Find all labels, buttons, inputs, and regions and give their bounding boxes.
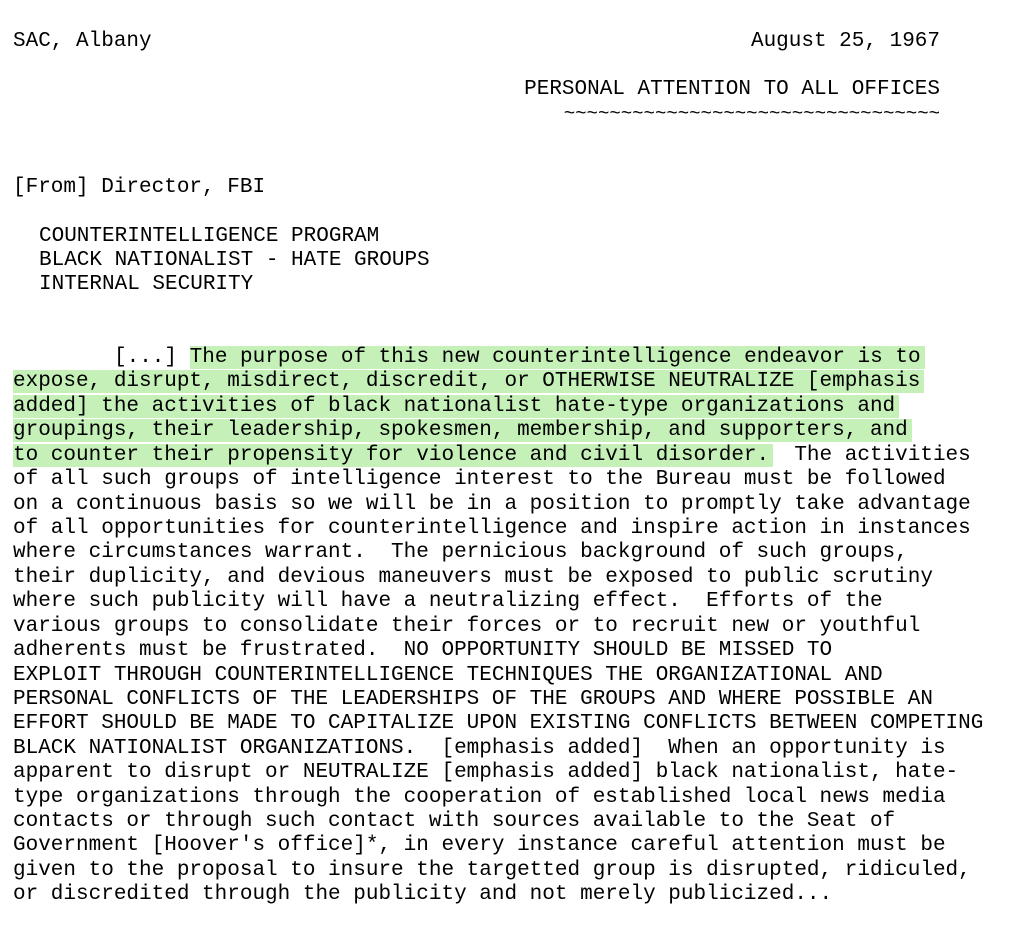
body-line: adherents must be frustrated. NO OPPORTUNITY SHOULD BE MISSED TO [13, 639, 833, 662]
body-line: EXPLOIT THROUGH COUNTERINTELLIGENCE TECHNIQUES THE ORGANIZATIONAL AND [13, 664, 883, 687]
body-line: on a continuous basis so we will be in a position to promptly take advantage [13, 493, 971, 516]
body-line: contacts or through such contact with sources available to the Seat of [13, 810, 896, 833]
highlighted-text: to counter their propensity for violence and civil disorder. [13, 444, 773, 467]
body-line: given to the proposal to insure the targetted group is disrupted, ridiculed, [13, 859, 971, 882]
body-line-5 [13, 444, 971, 468]
body-text: The activities [769, 444, 971, 467]
highlighted-text: added] the activities of black nationalist hate-type organizations and [13, 395, 899, 418]
memo-recipient: SAC, Albany [13, 30, 152, 53]
body-line: EFFORT SHOULD BE MADE TO CAPITALIZE UPON EXISTING CONFLICTS BETWEEN COMPETING [13, 712, 984, 735]
body-line: BLACK NATIONALIST ORGANIZATIONS. [emphasis added] When an opportunity is [13, 737, 946, 760]
highlighted-text: groupings, their leadership, spokesmen, membership, and supporters, and [13, 419, 912, 442]
body-line: of all such groups of intelligence interest to the Bureau must be followed [13, 468, 946, 491]
body-line-3 [13, 395, 895, 419]
memo-sender: [From] Director, FBI [13, 176, 266, 199]
subject-line-3: INTERNAL SECURITY [39, 273, 254, 296]
highlighted-text: expose, disrupt, misdirect, discredit, or OTHERWISE NEUTRALIZE [emphasis [13, 370, 924, 393]
attention-underline: ~~~~~~~~~~~~~~~~~~~~~~~~~~~~~~~~~ [563, 103, 940, 125]
body-line: where circumstances warrant. The pernicious background of such groups, [13, 541, 908, 564]
ellipsis-marker: [...] [114, 346, 178, 369]
highlighted-text: The purpose of this new counterintelligence endeavor is to [190, 346, 925, 369]
body-line: various groups to consolidate their forces or to recruit new or youthful [13, 615, 921, 638]
body-line-4 [13, 419, 908, 443]
subject-line-1: COUNTERINTELLIGENCE PROGRAM [39, 225, 380, 248]
body-line: apparent to disrupt or NEUTRALIZE [emphasis added] black nationalist, hate- [13, 761, 959, 784]
subject-line-2: BLACK NATIONALIST - HATE GROUPS [39, 249, 430, 272]
body-line: type organizations through the cooperation of established local news media [13, 786, 946, 809]
body-line-1 [114, 346, 921, 370]
body-line: Government [Hoover's office]*, in every instance careful attention must be [13, 834, 946, 857]
body-line: of all opportunities for counterintelligence and inspire action in instances [13, 517, 971, 540]
attention-heading: PERSONAL ATTENTION TO ALL OFFICES [524, 78, 940, 101]
memo-date: August 25, 1967 [750, 30, 940, 53]
body-line: where such publicity will have a neutralizing effect. Efforts of the [13, 590, 883, 613]
body-line: PERSONAL CONFLICTS OF THE LEADERSHIPS OF THE GROUPS AND WHERE POSSIBLE AN [13, 688, 933, 711]
body-line: or discredited through the publicity and not merely publicized... [13, 883, 833, 906]
body-line-2 [13, 370, 920, 394]
body-line: their duplicity, and devious maneuvers must be exposed to public scrutiny [13, 566, 933, 589]
